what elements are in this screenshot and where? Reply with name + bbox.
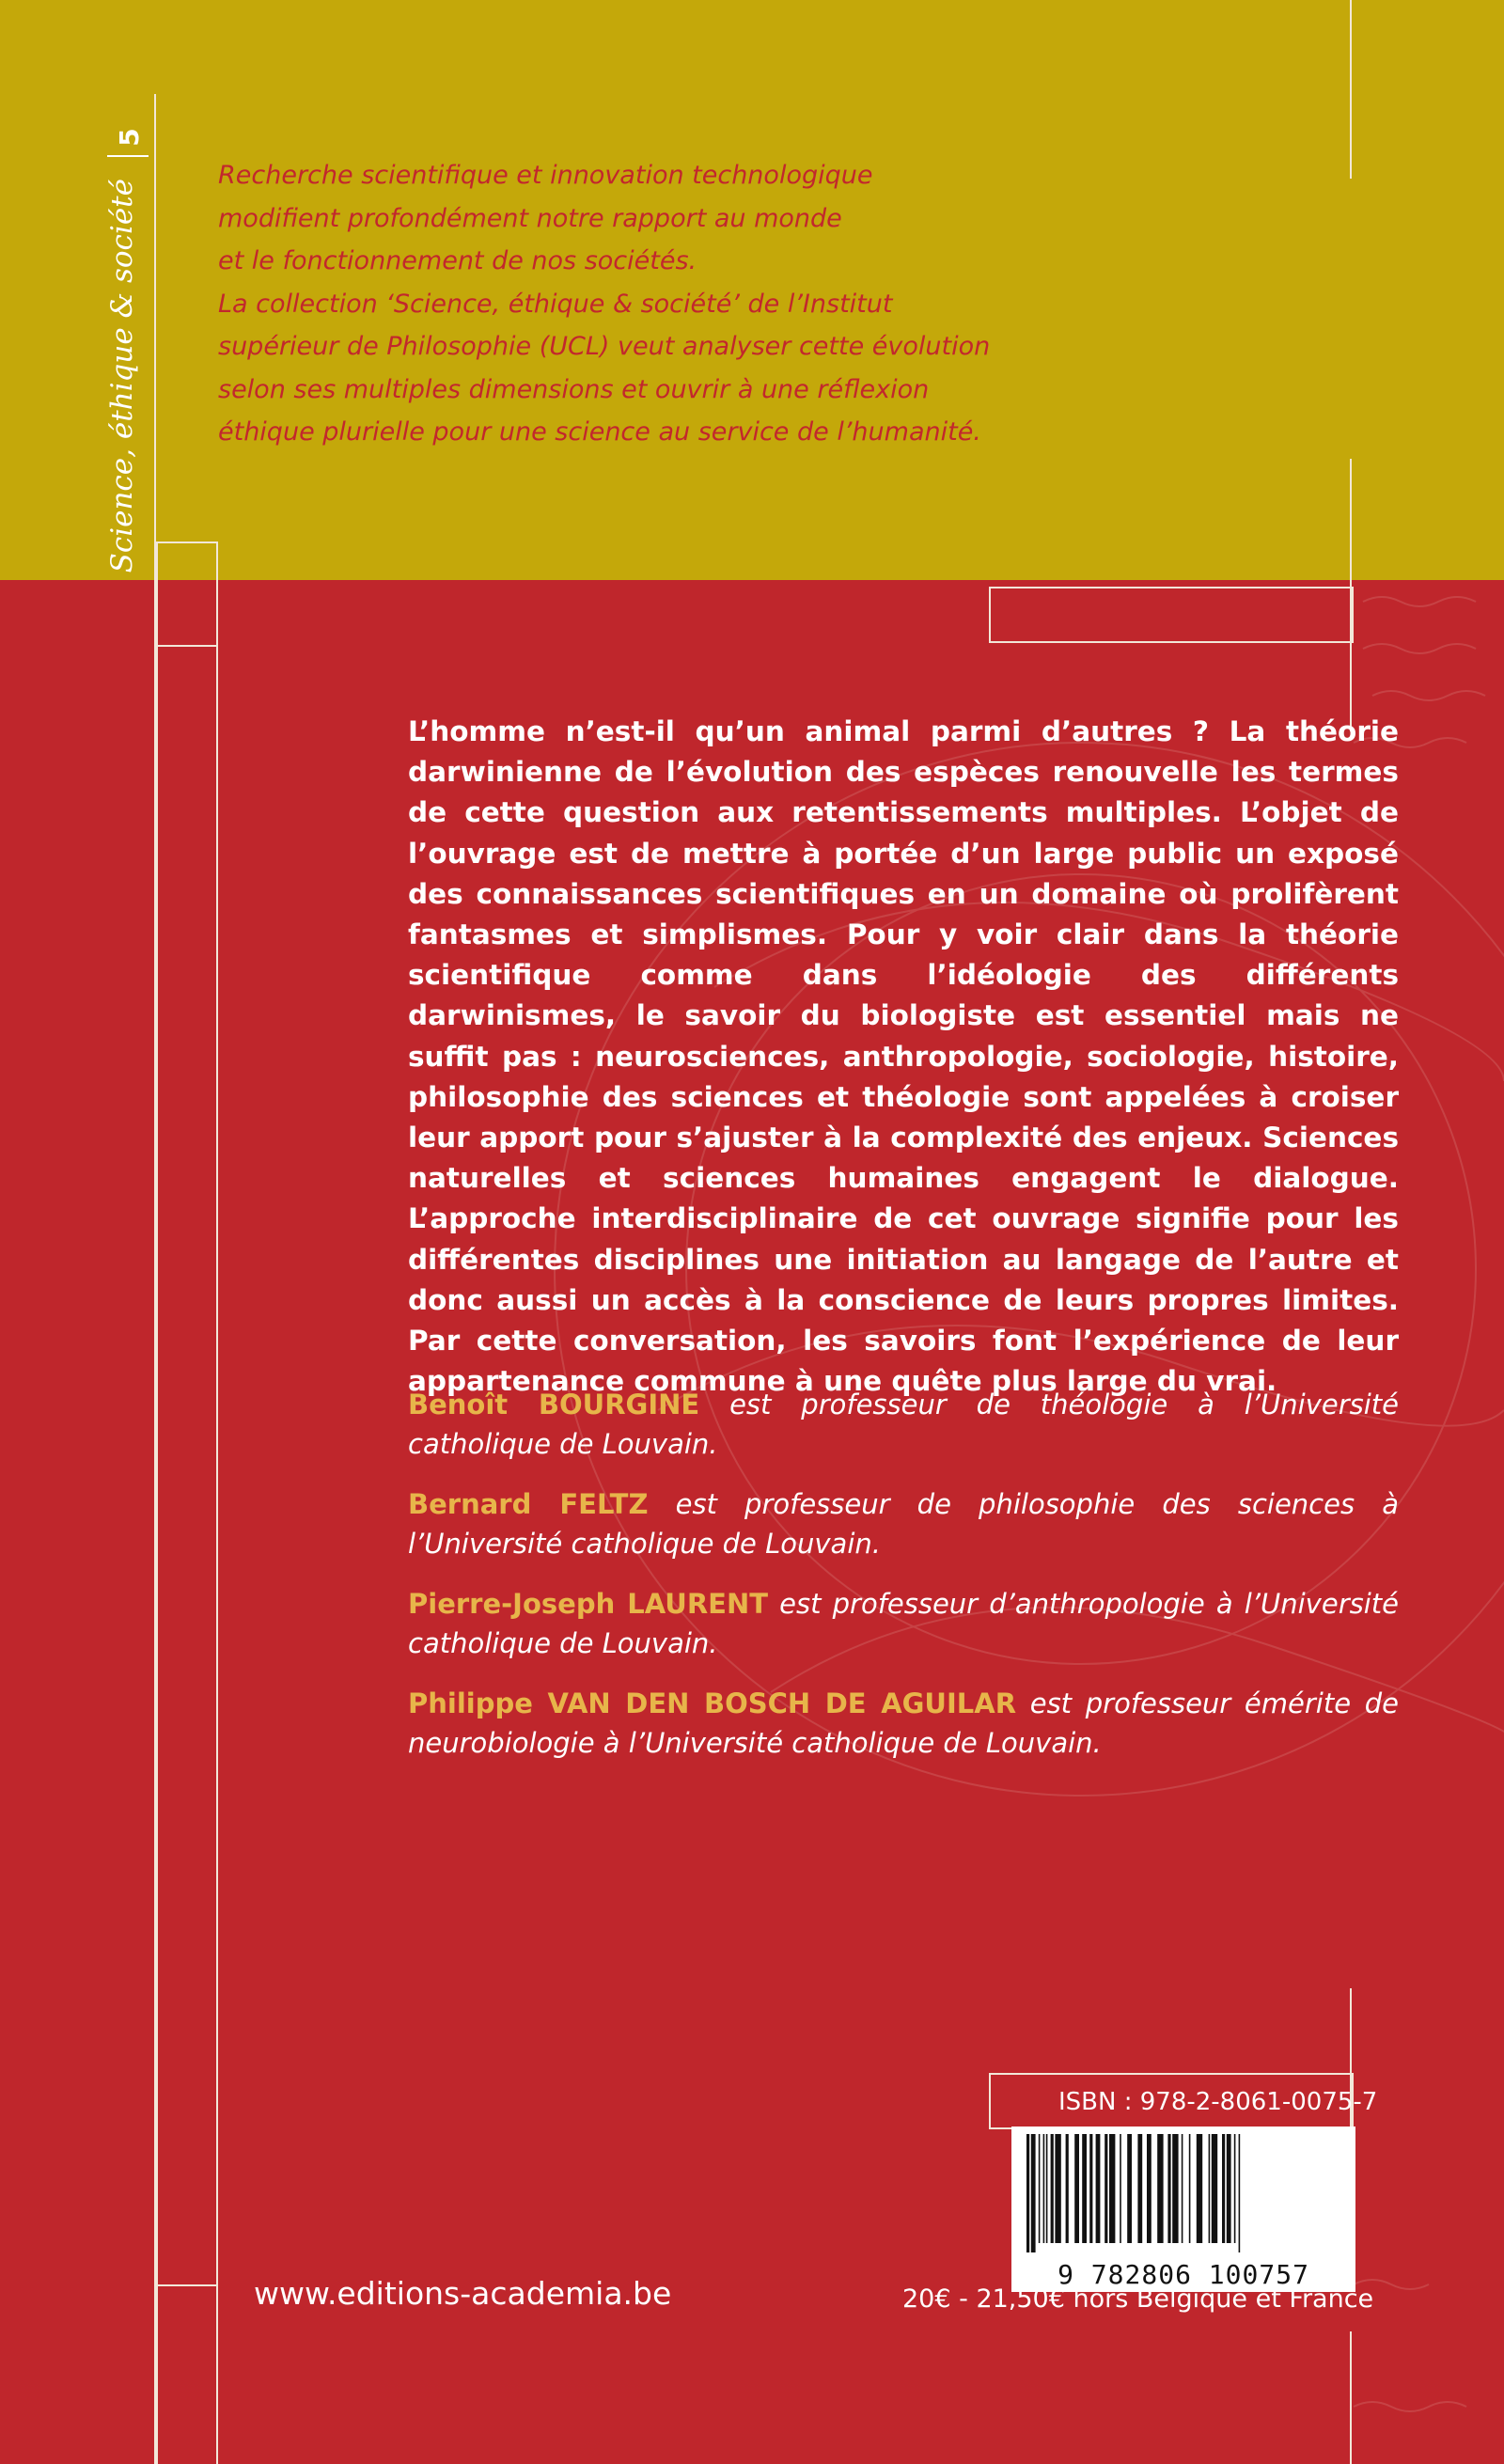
author-name: Bernard FELTZ [408, 1488, 649, 1520]
barcode-bar [1234, 2134, 1236, 2243]
barcode-bar [1066, 2134, 1069, 2243]
barcode-bar [1031, 2134, 1036, 2252]
author-name: Pierre-Joseph LAURENT [408, 1588, 769, 1620]
author-bio [408, 1484, 1399, 1563]
series-divider [107, 155, 149, 157]
barcode-bar [1227, 2134, 1231, 2243]
author-bio [408, 1584, 1399, 1663]
barcode-bar [1147, 2134, 1152, 2243]
frame-line [1350, 0, 1352, 179]
series-description [218, 154, 1045, 454]
series-description-line: éthique plurielle pour une science au service de l’humanité. [218, 417, 981, 447]
barcode-bar [1046, 2134, 1048, 2243]
author-bio [408, 1385, 1399, 1464]
barcode-bar [1209, 2134, 1211, 2243]
barcode-bar [1074, 2134, 1079, 2243]
author-name: Philippe VAN DEN BOSCH DE AGUILAR [408, 1687, 1017, 1719]
frame-box [989, 587, 1354, 643]
barcode-bar [1096, 2134, 1101, 2243]
series-description-line: selon ses multiples dimensions et ouvrir à une réflexion [218, 374, 930, 404]
barcode-bar [1039, 2134, 1041, 2243]
price-label: 20€ - 21,50€ hors Belgique et France [902, 2284, 1374, 2314]
barcode-bar [1104, 2134, 1107, 2243]
barcode-bar [1157, 2134, 1163, 2243]
barcode-bar [1182, 2134, 1183, 2243]
isbn-label: ISBN : 978-2-8061-0075-7 [1058, 2088, 1378, 2116]
barcode-bar [1172, 2134, 1178, 2243]
publisher-website[interactable]: www.editions-academia.be [254, 2275, 672, 2312]
barcode-bar [1222, 2134, 1225, 2243]
barcode [1011, 2127, 1355, 2292]
author-description: est professeur de théologie à l’Université catholique de Louvain. [408, 1389, 1399, 1460]
series-description-line: Recherche scientifique et innovation technologique [218, 161, 873, 190]
author-bio [408, 1684, 1399, 1763]
barcode-bar [1137, 2134, 1142, 2243]
barcode-bars [1025, 2134, 1342, 2252]
frame-line [1350, 2331, 1352, 2464]
barcode-digits: 9 782806 100757 [1011, 2259, 1355, 2290]
barcode-bar [1043, 2134, 1045, 2243]
author-description: est professeur émérite de neurobiologie à l’Université catholique de Louvain. [408, 1687, 1399, 1759]
series-description-line: modifient profondément notre rapport au monde [218, 203, 842, 233]
barcode-bar [1051, 2134, 1054, 2243]
barcode-bar [1082, 2134, 1087, 2243]
frame-line [156, 645, 218, 647]
barcode-bar [1026, 2134, 1029, 2252]
barcode-bar [1089, 2134, 1092, 2243]
barcode-bar [1127, 2134, 1132, 2243]
barcode-bar [1212, 2134, 1217, 2243]
author-description: est professeur d’anthropologie à l’Université catholique de Louvain. [408, 1588, 1399, 1659]
author-name: Benoît BOURGINE [408, 1389, 700, 1420]
barcode-bar [1189, 2134, 1191, 2243]
barcode-bar [1167, 2134, 1170, 2243]
barcode-bar [1109, 2134, 1115, 2243]
series-description-line: La collection ‘Science, éthique & société’ de l’Institut [218, 289, 893, 319]
author-description: est professeur de philosophie des sciences à l’Université catholique de Louvain. [408, 1488, 1399, 1560]
frame-box [156, 541, 218, 2464]
barcode-bar [1239, 2134, 1241, 2252]
barcode-bar [1197, 2134, 1202, 2243]
book-blurb: L’homme n’est-il qu’un animal parmi d’autres ? La théorie darwinienne de l’évolution des espèces renouvelle les termes de cette question aux retentissements multiples. L’objet de l’ouvrage est de mettre à portée d’un large public un exposé des connaissances scientifiques en un domaine où prolifèrent fantasmes et simplismes. Pour y voir clair dans la théorie scientifique comme dans l’idéologie des différents darwinismes, le savoir du biologiste est essentiel mais ne suffit pas : neurosciences, anthropologie, sociologie, histoire, philosophie des sciences et théologie sont appelées à croiser leur apport pour s’ajuster à la complexité des enjeux. Sciences naturelles et sciences humaines engagent le dialogue. L’approche interdisciplinaire de cet ouvrage signifie pour les différentes disciplines une initiation au langage de l’autre et donc aussi un accès à la conscience de leurs propres limites. Par cette conversation, les savoirs font l’expérience de leur appartenance commune à une quête plus large du vrai. [408, 715, 1399, 1398]
series-title: Science, éthique & société [105, 179, 139, 573]
series-description-line: supérieur de Philosophie (UCL) veut analyser cette évolution [218, 332, 991, 361]
barcode-bar [1055, 2134, 1060, 2243]
frame-line [156, 2284, 218, 2286]
barcode-bar [1120, 2134, 1121, 2243]
series-number: 5 [114, 128, 145, 147]
series-description-line: et le fonctionnement de nos sociétés. [218, 246, 697, 275]
